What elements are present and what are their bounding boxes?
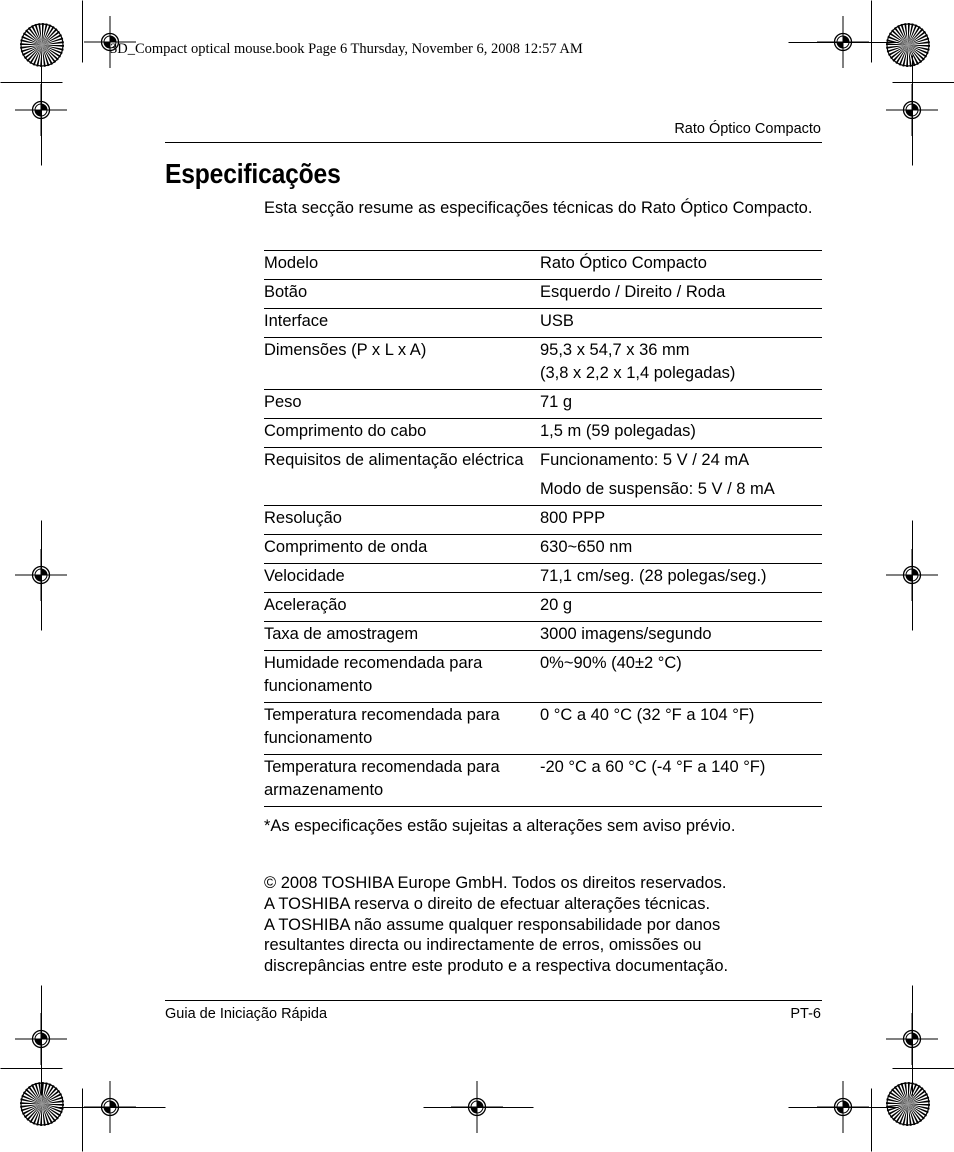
copyright-line: discrepâncias entre este produto e a respectiva documentação.: [264, 957, 729, 976]
trim-line: [892, 82, 954, 84]
trim-line: [41, 55, 43, 166]
spec-value: [540, 338, 822, 390]
spec-table-body: [264, 251, 822, 807]
spec-label: Temperatura recomendada para funcionamento: [264, 703, 540, 755]
spec-value: [540, 703, 822, 755]
spec-value: [540, 564, 822, 593]
spec-row: [264, 390, 822, 419]
spec-value: [540, 309, 822, 338]
spec-label: Botão: [264, 280, 540, 309]
spec-value-line: 800 PPP: [540, 509, 606, 527]
trim-line: [0, 82, 63, 84]
trim-line: [41, 520, 43, 631]
trim-line: [871, 0, 873, 63]
spec-row: [264, 622, 822, 651]
spec-row: [264, 651, 822, 703]
registration-starburst-icon: [886, 1082, 930, 1126]
trim-line: [0, 1068, 63, 1070]
spec-row: [264, 703, 822, 755]
spec-value-line: 71 g: [540, 393, 573, 411]
spec-row: [264, 251, 822, 280]
spec-value-line: 71,1 cm/seg. (28 polegas/seg.): [540, 567, 767, 585]
intro-paragraph: Esta secção resume as especificações técnicas do Rato Óptico Compacto.: [264, 199, 813, 217]
spec-value-line: 0 °C a 40 °C (32 °F a 104 °F): [540, 706, 755, 724]
trim-line: [871, 1088, 873, 1152]
spec-value-line: Modo de suspensão: 5 V / 8 mA: [540, 480, 775, 498]
spec-value: [540, 651, 822, 703]
spec-label: Comprimento do cabo: [264, 419, 540, 448]
spec-label: Peso: [264, 390, 540, 419]
spec-label: Interface: [264, 309, 540, 338]
copyright-line: A TOSHIBA reserva o direito de efectuar alterações técnicas.: [264, 894, 711, 913]
footer-rule: [165, 1000, 822, 1001]
page-title: Especificações: [165, 158, 341, 189]
spec-value: [540, 535, 822, 564]
spec-value: [540, 593, 822, 622]
footer-guide-title: Guia de Iniciação Rápida: [165, 1006, 328, 1022]
trim-line: [892, 1068, 954, 1070]
spec-value-line: USB: [540, 312, 574, 330]
running-head: Rato Óptico Compacto: [674, 121, 821, 137]
spec-value-line: 1,5 m (59 polegadas): [540, 422, 696, 440]
trim-line: [55, 1107, 166, 1109]
spec-row: [264, 309, 822, 338]
copyright-line: © 2008 TOSHIBA Europe GmbH. Todos os direitos reservados.: [264, 874, 727, 892]
footer-page-number: PT-6: [790, 1006, 821, 1022]
spec-value-line: Esquerdo / Direito / Roda: [540, 283, 726, 301]
trim-line: [912, 55, 914, 166]
spec-value: [540, 622, 822, 651]
spec-label: Aceleração: [264, 593, 540, 622]
spec-row: [264, 448, 822, 506]
trim-line: [788, 42, 899, 44]
registration-crosshair-icon: [84, 16, 136, 68]
spec-value: [540, 390, 822, 419]
spec-value: [540, 419, 822, 448]
spec-label: Comprimento de onda: [264, 535, 540, 564]
spec-value-line: 95,3 x 54,7 x 36 mm: [540, 341, 690, 359]
spec-label: Humidade recomendada para funcionamento: [264, 651, 540, 703]
spec-label: Velocidade: [264, 564, 540, 593]
spec-value-line: 630~650 nm: [540, 538, 633, 556]
registration-starburst-icon: [886, 23, 930, 67]
spec-value: [540, 755, 822, 807]
spec-row: [264, 535, 822, 564]
spec-label: Taxa de amostragem: [264, 622, 540, 651]
spec-label: Requisitos de alimentação eléctrica: [264, 448, 540, 506]
spec-table: [264, 250, 822, 807]
spec-row: [264, 755, 822, 807]
spec-value-line: 20 g: [540, 596, 573, 614]
trim-line: [788, 1107, 899, 1109]
spec-label: Resolução: [264, 506, 540, 535]
spec-value-line: (3,8 x 2,2 x 1,4 polegadas): [540, 364, 736, 382]
spec-label: Modelo: [264, 251, 540, 280]
spec-label: Dimensões (P x L x A): [264, 338, 540, 390]
trim-line: [912, 520, 914, 631]
trim-line: [912, 985, 914, 1096]
spec-row: [264, 338, 822, 390]
spec-row: [264, 506, 822, 535]
trim-line: [41, 985, 43, 1096]
trim-line: [82, 1088, 84, 1152]
spec-value: [540, 448, 822, 506]
spec-value-line: Rato Óptico Compacto: [540, 254, 707, 272]
copyright-block: [264, 873, 824, 977]
spec-row: [264, 593, 822, 622]
copyright-line: resultantes directa ou indirectamente de erros, omissões ou: [264, 936, 702, 955]
spec-value-line: 3000 imagens/segundo: [540, 625, 712, 643]
spec-row: [264, 564, 822, 593]
spec-row: [264, 419, 822, 448]
spec-row: [264, 280, 822, 309]
spec-value-line: -20 °C a 60 °C (-4 °F a 140 °F): [540, 758, 766, 776]
print-slug: 3D_Compact optical mouse.book Page 6 Thursday, November 6, 2008 12:57 AM: [110, 41, 583, 57]
header-rule: [165, 142, 822, 143]
spec-value: [540, 280, 822, 309]
spec-value-line: 0%~90% (40±2 °C): [540, 654, 682, 672]
copyright-line: A TOSHIBA não assume qualquer responsabilidade por danos: [264, 915, 721, 934]
trim-line: [82, 0, 84, 63]
trim-line: [423, 1107, 534, 1109]
spec-value-line: Funcionamento: 5 V / 24 mA: [540, 451, 750, 469]
spec-value: [540, 506, 822, 535]
spec-label: Temperatura recomendada para armazenamento: [264, 755, 540, 807]
spec-note: *As especificações estão sujeitas a alterações sem aviso prévio.: [264, 817, 736, 835]
spec-value: [540, 251, 822, 280]
